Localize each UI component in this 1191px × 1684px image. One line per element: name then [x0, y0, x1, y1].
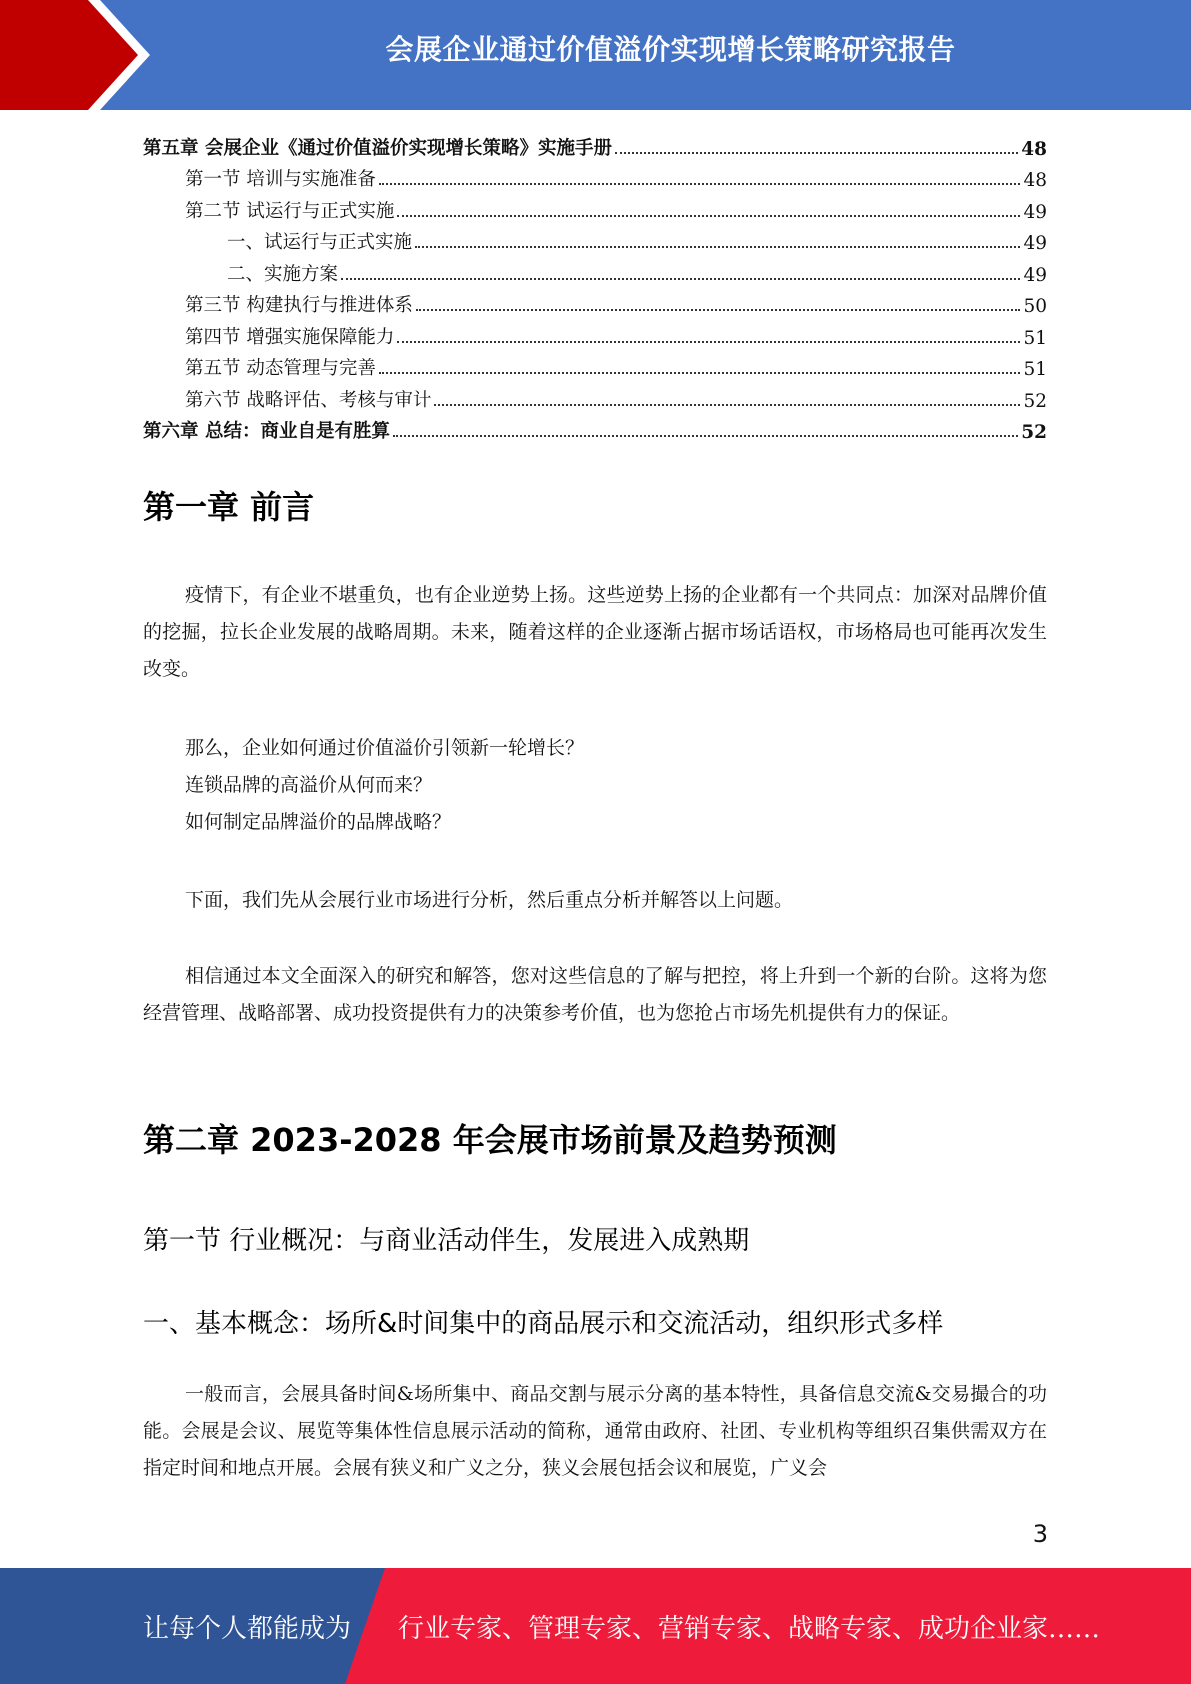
toc-leader [397, 215, 1020, 217]
paragraph: 疫情下，有企业不堪重负，也有企业逆势上扬。这些逆势上扬的企业都有一个共同点：加深对品牌价值的挖掘，拉长企业发展的战略周期。未来，随着这样的企业逐渐占据市场话语权，市场格局也可能再次发生改变。 [143, 584, 1047, 680]
paragraph: 相信通过本文全面深入的研究和解答，您对这些信息的了解与把控，将上升到一个新的台阶。这将为您经营管理、战略部署、成功投资提供有力的决策参考价值，也为您抢占市场先机提供有力的保证。 [143, 965, 1047, 1024]
toc-label: 第五章 会展企业《通过价值溢价实现增长策略》实施手册 [143, 137, 612, 159]
toc-chapter-6[interactable] [143, 412, 1047, 444]
toc-leader [415, 246, 1020, 248]
toc-leader [341, 278, 1020, 280]
footer-slogan-left: 让每个人都能成为 [143, 1614, 352, 1644]
toc-item[interactable] [143, 191, 1047, 223]
toc-label: 第一节 培训与实施准备 [185, 169, 376, 190]
chapter-2-p1 [143, 1376, 1047, 1487]
chapter-2-heading-block [143, 1115, 1047, 1161]
question-line: 那么，企业如何通过价值溢价引领新一轮增长？ [185, 737, 585, 759]
question-line: 连锁品牌的高溢价从何而来？ [185, 774, 433, 796]
toc-label: 第二节 试运行与正式实施 [185, 200, 395, 222]
toc-page: 49 [1023, 201, 1047, 223]
toc-leader [379, 372, 1021, 374]
toc-leader [379, 183, 1021, 185]
sub-heading-block [143, 1303, 1047, 1340]
toc-page: 48 [1021, 138, 1047, 160]
toc-item[interactable] [143, 160, 1047, 192]
chapter-1-p3 [143, 958, 1047, 1032]
toc-leader [397, 341, 1020, 343]
toc-page: 51 [1023, 327, 1047, 349]
toc-page: 50 [1023, 296, 1047, 317]
toc-page: 51 [1023, 359, 1047, 380]
question-line: 如何制定品牌溢价的品牌战略？ [185, 811, 452, 833]
page-number: 3 [1032, 1520, 1048, 1548]
toc-chapter-5[interactable] [143, 128, 1047, 160]
toc-page: 49 [1023, 264, 1047, 286]
document-title: 会展企业通过价值溢价实现增长策略研究报告 [385, 33, 956, 66]
toc-label: 二、实施方案 [227, 263, 339, 285]
toc-label: 第三节 构建执行与推进体系 [185, 295, 413, 316]
toc-item[interactable] [143, 286, 1047, 318]
chapter-1-p2 [143, 882, 1047, 919]
chapter-1-title: 第一章 前言 [143, 488, 315, 526]
toc-leader [434, 404, 1020, 406]
toc-label: 第六节 战略评估、考核与审计 [185, 389, 432, 411]
toc-item[interactable] [143, 380, 1047, 412]
toc-page: 49 [1023, 233, 1047, 254]
paragraph: 一般而言，会展具备时间&场所集中、商品交割与展示分离的基本特性，具备信息交流&交易撮合的功能。会展是会议、展览等集体性信息展示活动的简称，通常由政府、社团、专业机构等组织召集供需双方在指定时间和地点开展。会展有狭义和广义之分，狭义会展包括会议和展览，广义会 [143, 1383, 1047, 1479]
toc-label: 第四节 增强实施保障能力 [185, 326, 395, 348]
toc-item[interactable] [143, 317, 1047, 349]
paragraph: 下面，我们先从会展行业市场进行分析，然后重点分析并解答以上问题。 [185, 889, 794, 911]
toc-page: 52 [1021, 422, 1047, 443]
toc-item[interactable] [143, 254, 1047, 286]
toc-label: 一、试运行与正式实施 [227, 232, 413, 253]
toc-leader [393, 435, 1018, 437]
chapter-2-title: 第二章 2023-2028 年会展市场前景及趋势预测 [143, 1121, 837, 1159]
toc-label: 第五节 动态管理与完善 [185, 358, 376, 379]
toc-label: 第六章 总结：商业自是有胜算 [143, 421, 390, 442]
section-heading-block [143, 1220, 1047, 1257]
chapter-1-heading-block [143, 482, 1047, 528]
toc-page: 48 [1023, 170, 1047, 191]
footer-banner [0, 1568, 1191, 1684]
toc-leader [416, 309, 1021, 311]
toc-item[interactable] [143, 349, 1047, 381]
header-banner [0, 0, 1191, 110]
toc-item[interactable] [143, 223, 1047, 255]
section-1-title: 第一节 行业概况：与商业活动伴生，发展进入成熟期 [143, 1226, 750, 1256]
chapter-1-intro [143, 577, 1047, 688]
chapter-1-questions [143, 730, 1047, 841]
toc-page: 52 [1023, 390, 1047, 412]
table-of-contents [143, 128, 1047, 443]
sub-heading-1: 一、基本概念：场所&时间集中的商品展示和交流活动，组织形式多样 [143, 1309, 944, 1339]
footer-slogan-right: 行业专家、管理专家、营销专家、战略专家、成功企业家…… [398, 1614, 1101, 1644]
toc-leader [615, 152, 1018, 154]
